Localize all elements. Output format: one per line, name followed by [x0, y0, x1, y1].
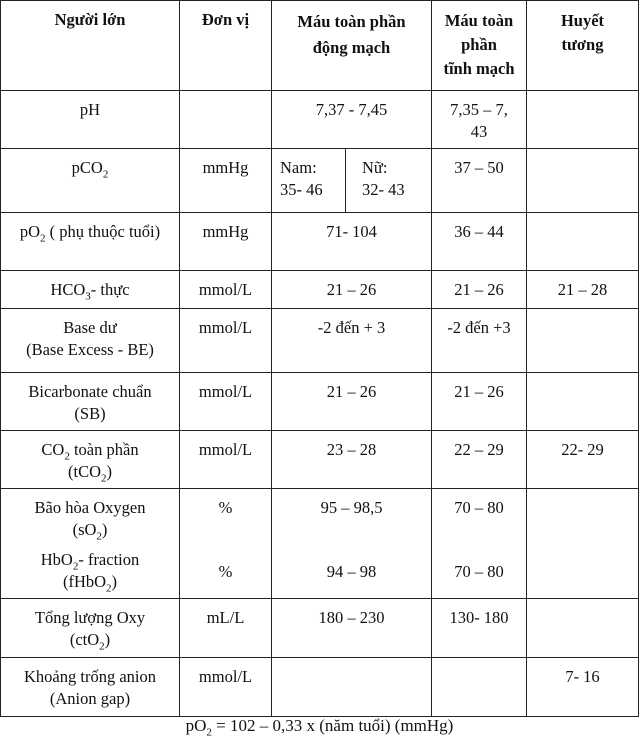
name-ph: pH — [79, 100, 101, 119]
row-base-excess: Base dư (Base Excess - BE) mmol/L -2 đến + 3 -2 đến +3 — [1, 309, 639, 373]
header-arterial: Máu toàn phần động mạch — [272, 1, 432, 91]
name-base-excess: Base dư (Base Excess - BE) — [26, 318, 154, 359]
venous-pco2: 37 – 50 — [454, 158, 504, 177]
row-anion-gap: Khoảng trống anion (Anion gap) mmol/L 7- 16 — [1, 658, 639, 717]
name-total-co2: $CO_2$ toàn phần (tCO$_2$) — [41, 440, 139, 485]
name-hco3: $HCO_3-$ thực — [50, 280, 130, 303]
header-venous: Máu toàn phần tĩnh mạch — [432, 1, 527, 91]
row-oxygen-saturation: Bão hòa Oxygen $(sO_2)$ HbO$_2$- fraction (fHbO$_2$) % % 95 – 98,5 94 – 98 70 – 80 70 – 80 — [1, 489, 639, 599]
venous-po2: 36 – 44 — [454, 222, 504, 241]
name-standard-bicarbonate: Bicarbonate chuẩn (SB) — [28, 382, 152, 423]
name-pco2: pCO$_2$ — [71, 158, 109, 181]
header-serum: Huyết tương — [527, 1, 639, 91]
row-ph — [1, 91, 639, 149]
arterial-pco2-male: Nam: 35- 46 — [280, 158, 323, 199]
row-po2: $pO_2$ ( phụ thuộc tuổi) mmHg 71- 104 36 – 44 — [1, 213, 639, 271]
name-total-oxygen: Tổng lượng Oxy (ctO$_2$) — [34, 608, 146, 653]
row-total-co2: $CO_2$ toàn phần (tCO$_2$) mmol/L 23 – 28 22 – 29 22- 29 — [1, 431, 639, 489]
po2-age-formula: $pO_2 = 102 - 0,33$ x (năm tuổi) (mmHg) — [185, 716, 454, 739]
name-oxygen-saturation: Bão hòa Oxygen $(sO_2)$ HbO$_2$- fraction (fHbO$_2$) — [34, 498, 146, 595]
header-row — [1, 1, 639, 91]
arterial-po2: 71- 104 — [326, 222, 377, 241]
row-hco3: $HCO_3-$ thực mmol/L 21 – 26 21 – 26 21 – 28 — [1, 271, 639, 309]
row-total-oxygen: Tổng lượng Oxy (ctO$_2$) mL/L 180 – 230 130- 180 — [1, 599, 639, 658]
row-pco2: pCO$_2$ mmHg Nam: 35- 46 Nữ: 32- 43 37 – 50 — [1, 149, 639, 213]
header-adult: Người lớn — [1, 1, 180, 91]
row-standard-bicarbonate: Bicarbonate chuẩn (SB) mmol/L 21 – 26 21 – 26 — [1, 373, 639, 431]
venous-ph: 7,35 – 7, 43 — [450, 100, 508, 141]
header-unit: Đơn vị — [180, 1, 272, 91]
name-po2: $pO_2$ ( phụ thuộc tuổi) — [19, 222, 161, 245]
arterial-pco2-female: Nữ: 32- 43 — [362, 158, 405, 199]
arterial-ph: 7,37 - 7,45 — [315, 100, 388, 119]
name-anion-gap: Khoảng trống anion (Anion gap) — [24, 667, 156, 708]
